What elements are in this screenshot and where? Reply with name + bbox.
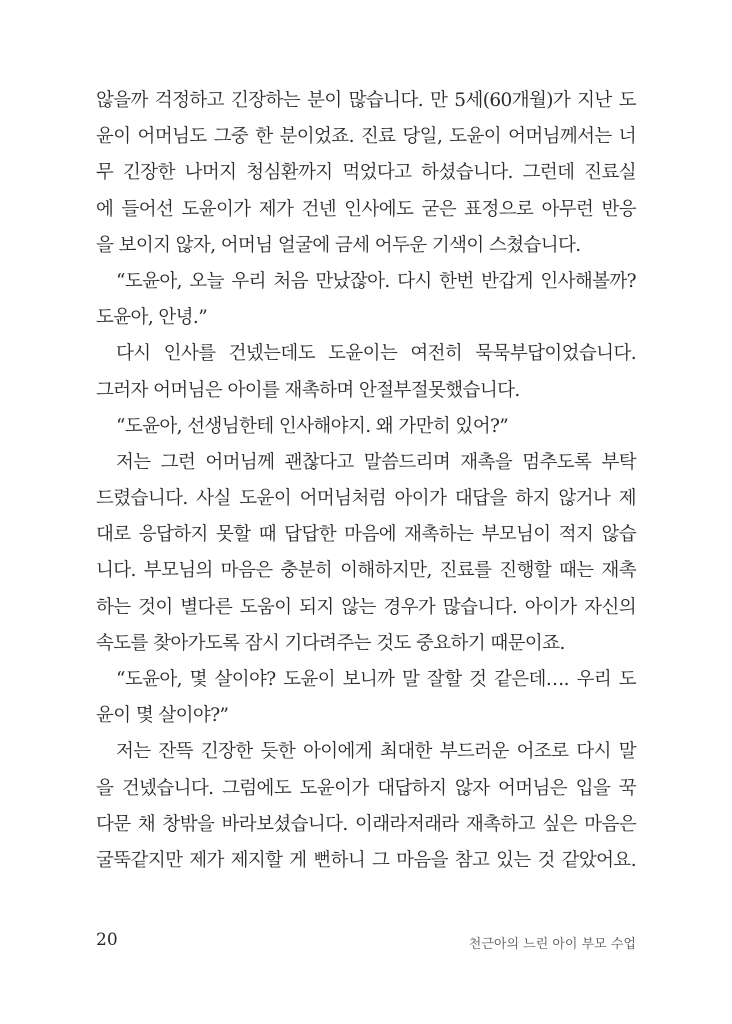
text-line: 윤이 어머님도 그중 한 분이었죠. 진료 당일, 도윤이 어머님께서는 너 [96, 126, 636, 148]
page-number: 20 [96, 930, 118, 950]
text-line: 윤이 몇 살이야?” [96, 705, 229, 727]
text-line: 을 보이지 않자, 어머님 얼굴에 금세 어두운 기색이 스쳤습니다. [96, 234, 581, 256]
text-line: 그러자 어머님은 아이를 재촉하며 안절부절못했습니다. [96, 379, 520, 401]
text-line: 굴뚝같지만 제가 제지할 게 뻔하니 그 마음을 참고 있는 것 같았어요. [96, 849, 636, 871]
text-line: 저는 잔뜩 긴장한 듯한 아이에게 최대한 부드러운 어조로 다시 말 [116, 741, 636, 763]
text-line: 하는 것이 별다른 도움이 되지 않는 경우가 많습니다. 아이가 자신의 [96, 596, 636, 618]
text-line: 무 긴장한 나머지 청심환까지 먹었다고 하셨습니다. 그런데 진료실 [96, 162, 636, 184]
text-line: “도윤아, 오늘 우리 처음 만났잖아. 다시 한번 반갑게 인사해볼까? [116, 270, 636, 292]
text-line: 않을까 걱정하고 긴장하는 분이 많습니다. 만 5세(60개월)가 지난 도 [96, 90, 636, 111]
text-line: 다문 채 창밖을 바라보셨습니다. 이래라저래라 재촉하고 싶은 마음은 [96, 813, 636, 835]
running-title: 천근아의 느린 아이 부모 수업 [468, 937, 636, 952]
text-line: 대로 응답하지 못할 때 답답한 마음에 재촉하는 부모님이 적지 않습 [96, 524, 636, 546]
text-line: 니다. 부모님의 마음은 충분히 이해하지만, 진료를 진행할 때는 재촉 [96, 560, 636, 582]
text-line: 도윤아, 안녕.” [96, 307, 208, 329]
text-line: 을 건넸습니다. 그럼에도 도윤이가 대답하지 않자 어머님은 입을 꾹 [96, 777, 636, 799]
text-line: “도윤아, 몇 살이야? 도윤이 보니까 말 잘할 것 같은데…. 우리 도 [116, 669, 636, 690]
text-line: 속도를 찾아가도록 잠시 기다려주는 것도 중요하기 때문이죠. [96, 632, 565, 654]
body-text [96, 83, 636, 879]
text-line: 저는 그런 어머님께 괜찮다고 말씀드리며 재촉을 멈추도록 부탁 [116, 451, 636, 473]
text-line: 에 들어선 도윤이가 제가 건넨 인사에도 굳은 표정으로 아무런 반응 [96, 198, 636, 220]
text-line: 드렸습니다. 사실 도윤이 어머님처럼 아이가 대답을 하지 않거나 제 [96, 488, 636, 510]
text-line: “도윤아, 선생님한테 인사해야지. 왜 가만히 있어?” [116, 415, 509, 437]
text-line: 다시 인사를 건넸는데도 도윤이는 여전히 묵묵부답이었습니다. [116, 343, 636, 365]
